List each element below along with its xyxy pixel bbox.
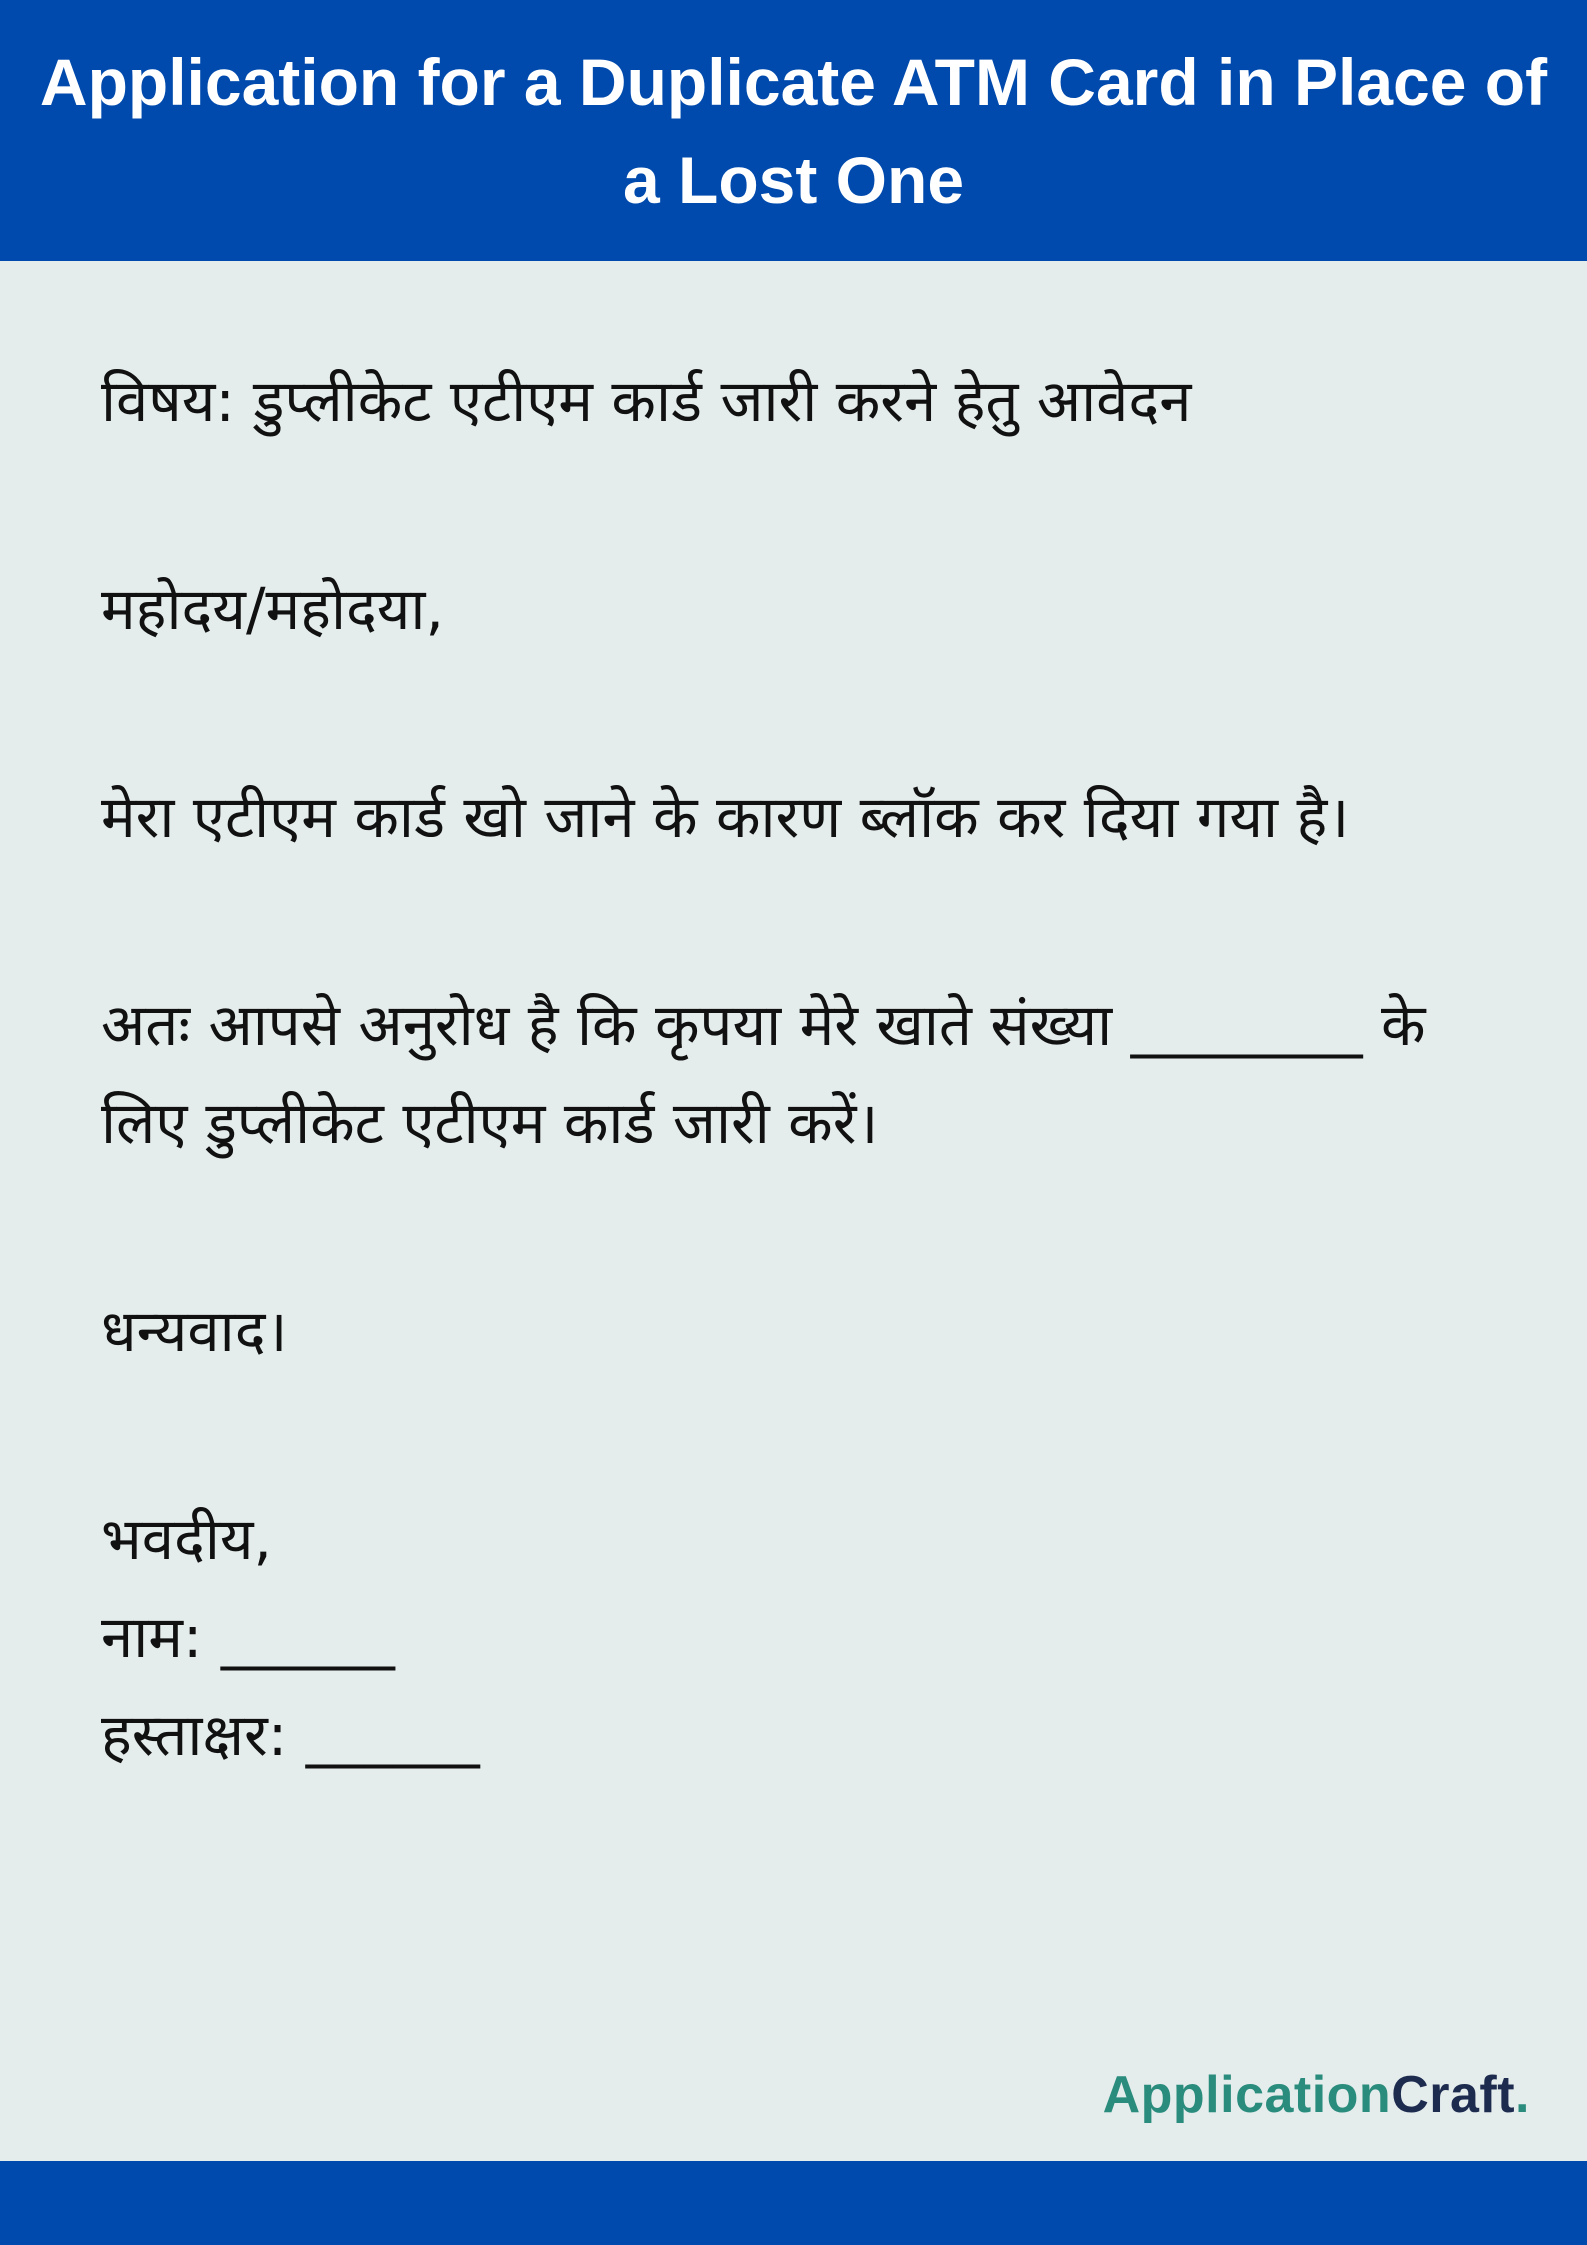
name-field-line: नाम: ______ (101, 1603, 395, 1671)
logo-dot: . (1515, 2066, 1530, 2124)
letter-closing: भवदीय, (101, 1505, 272, 1573)
logo-part-application: Application (1102, 2066, 1392, 2124)
header-banner (0, 0, 1587, 261)
letter-subject: विषय: डुप्लीकेट एटीएम कार्ड जारी करने हेतु आवेदन (101, 367, 1192, 435)
brand-logo (1103, 2065, 1530, 2125)
page-title: Application for a Duplicate ATM Card in Place of a Lost One (39, 44, 1548, 217)
letter-paragraph-2: अतः आपसे अनुरोध है कि कृपया मेरे खाते संख्या ________ के लिए डुप्लीकेट एटीएम कार्ड जारी करें। (101, 991, 1426, 1157)
logo-part-craft: Craft (1391, 2066, 1516, 2124)
spacer (101, 1172, 1501, 1282)
signature-field-line: हस्ताक्षर: ______ (101, 1701, 480, 1769)
letter-thanks: धन्यवाद। (101, 1297, 288, 1365)
spacer (101, 450, 1501, 560)
spacer (101, 866, 1501, 976)
letter-paragraph-1: मेरा एटीएम कार्ड खो जाने के कारण ब्लॉक कर दिया गया है। (101, 783, 1350, 851)
letter-salutation: महोदय/महोदया, (101, 575, 444, 643)
spacer (101, 658, 1501, 768)
footer-bar (0, 2161, 1587, 2245)
letter-body (101, 352, 1501, 1784)
spacer (101, 1380, 1501, 1490)
